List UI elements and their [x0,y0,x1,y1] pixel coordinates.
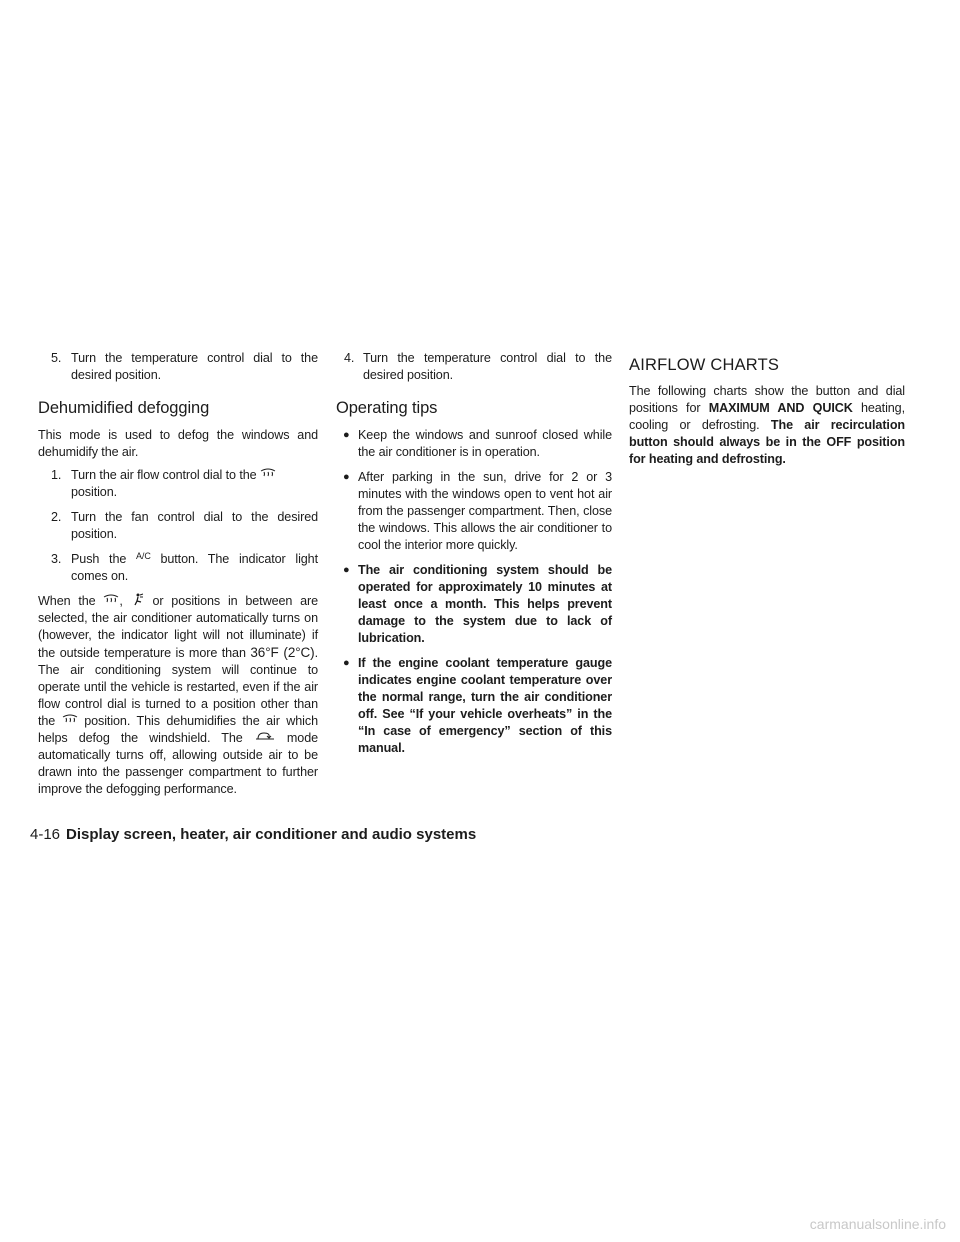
body-paragraph [38,593,318,798]
step-text: Turn the air flow control dial to the [71,468,257,482]
tip-text: If the engine coolant temperature gauge indicates engine coolant temperature over the normal range, turn the air conditioner off. See “If your vehicle overheats” in the “In case of emergency” section of this manual. [358,656,612,755]
step-number: 5. [51,351,62,365]
defrost-icon [103,593,119,605]
step-text-cont: button. The indicator light comes on. [71,552,318,583]
intro-paragraph: This mode is used to defog the windows and dehumidify the air. [38,428,318,459]
page-number: 4-16 [30,826,61,843]
defrost-icon [260,467,276,479]
para-text: or positions in between are selected, the air conditioner automatically turns on (however, the indicator light will not illuminate) if the outside temperature is more than [38,594,319,660]
step-5 [38,350,318,384]
foot-defrost-icon [131,593,145,606]
section-heading-operating-tips: Operating tips [336,399,438,417]
bullet-icon: ● [343,471,350,483]
column-left [38,350,318,798]
para-comma: , [119,594,123,608]
para-bold: MAXIMUM AND QUICK [708,401,853,415]
para-text: . The air conditioning system will continue to operate until the vehicle is restarted, even if the air flow control dial is turned to a position other than the [38,646,318,728]
step-text-cont: position. [71,485,118,499]
section-heading-airflow-charts: AIRFLOW CHARTS [629,356,780,374]
step-2 [38,509,318,543]
column-right [629,350,905,468]
watermark: carmanualsonline.info [809,1216,946,1232]
step-text: Turn the temperature control dial to the desired position. [71,351,318,382]
airflow-paragraph [629,383,905,468]
tip-item [336,469,612,554]
step-3 [38,551,318,585]
ac-button-icon: A/C [136,551,151,561]
bullet-icon: ● [343,564,350,576]
defrost-icon [62,713,78,725]
tip-text: Keep the windows and sunroof closed while the air conditioner is in operation. [358,428,612,459]
tip-item [336,655,612,757]
para-text: mode automatically turns off, allowing outside air to be drawn into the passenger compartment to further improve the defogging performance. [38,731,319,796]
step-number: 2. [51,510,62,524]
tip-item [336,562,612,647]
column-middle [336,350,612,765]
para-text: position. This dehumidifies the air which helps defog the windshield. The [38,714,318,745]
section-heading-dehumidified-defogging: Dehumidified defogging [38,399,210,417]
step-number: 4. [344,351,355,365]
bullet-icon: ● [343,429,350,441]
step-1 [38,467,318,501]
step-number: 3. [51,552,62,566]
tip-item [336,427,612,461]
para-bold: The air recirculation button should always be in the OFF position for heating and defrosting. [629,418,906,466]
para-text: When the [38,594,96,608]
step-text: Turn the fan control dial to the desired position. [71,510,318,541]
step-text: Turn the temperature control dial to the desired position. [363,351,612,382]
temperature-value: 36°F (2°C) [250,645,315,660]
air-recirculation-icon [254,730,276,742]
tip-text: After parking in the sun, drive for 2 or 3 minutes with the windows open to vent hot air from the passenger compartment. Then, close the windows. This allows the air conditioner to cool the interior more quickly. [358,470,612,552]
step-4 [336,350,612,384]
para-text: The following charts show the button and dial positions for [629,384,905,415]
page-footer [30,826,476,844]
tip-text: The air conditioning system should be operated for approximately 10 minutes at least once a month. This helps prevent damage to the system due to lack of lubrication. [358,563,612,645]
step-number: 1. [51,468,62,482]
bullet-icon: ● [343,657,350,669]
para-text: heating, cooling or defrosting. [629,401,905,432]
chapter-title: Display screen, heater, air conditioner and audio systems [66,826,477,843]
step-text: Push the [71,552,127,566]
